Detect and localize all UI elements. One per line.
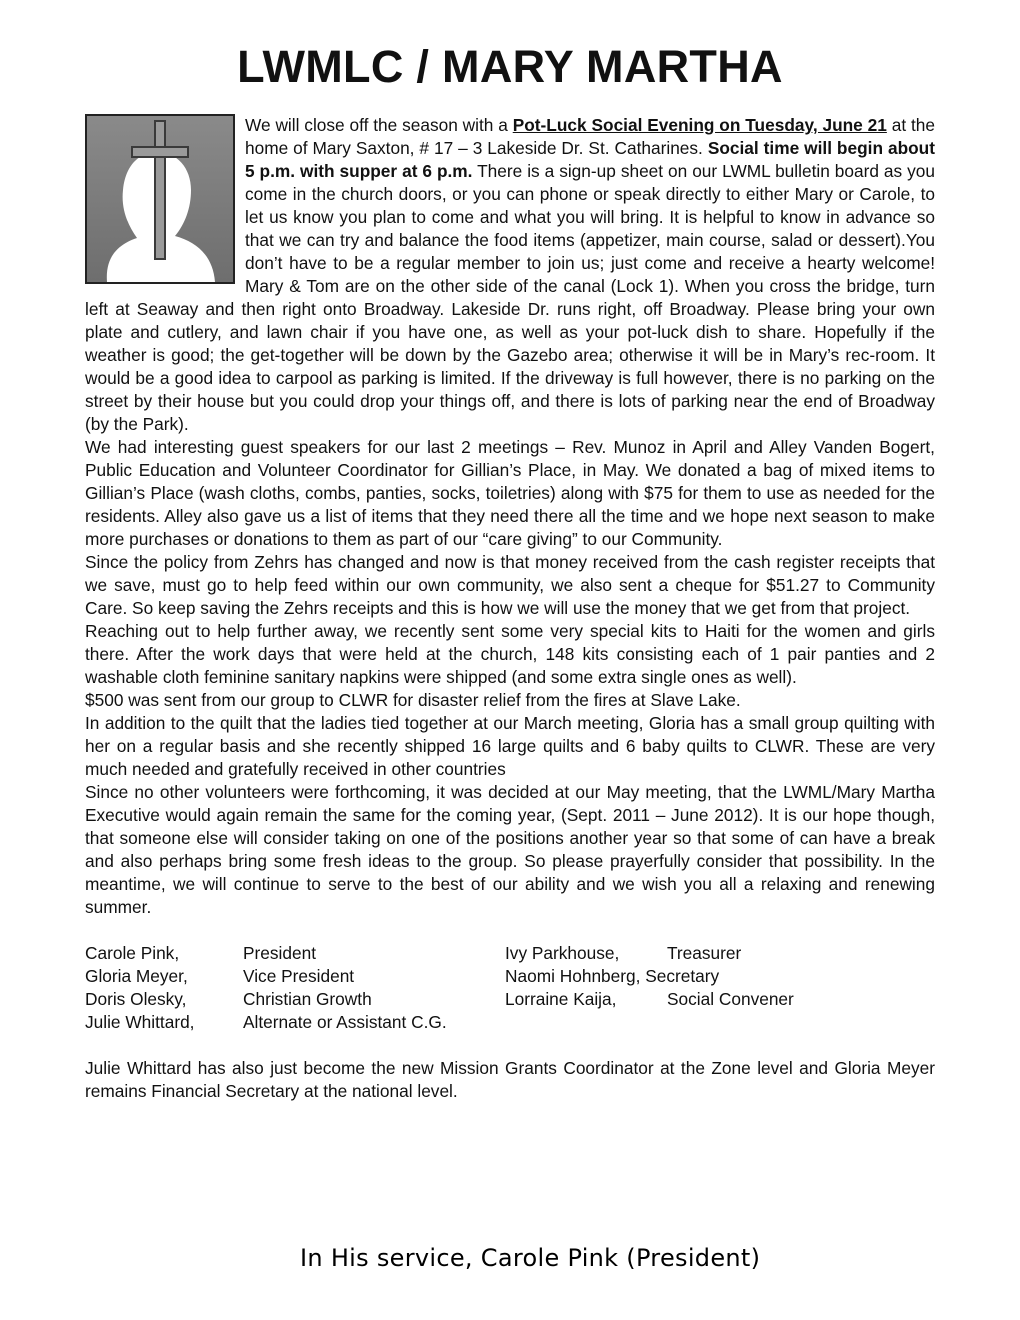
officer-row (85, 965, 935, 988)
intro-text-3: at the home of Mary Saxton, # 17 – 3 Lakeside Dr. St. Catharines. (245, 115, 936, 158)
officer-row (85, 942, 935, 965)
closing-paragraph: Julie Whittard has also just become the new Mission Grants Coordinator at the Zone level and Gloria Meyer remains Financial Secretary at the national level. (85, 1058, 935, 1101)
paragraph: $500 was sent from our group to CLWR for disaster relief from the fires at Slave Lake. (85, 690, 741, 710)
cross-silhouette-icon (85, 114, 235, 284)
officer-name: Doris Olesky, (85, 989, 187, 1009)
paragraph: We had interesting guest speakers for our last 2 meetings – Rev. Munoz in April and Alley Vanden Bogert, Public Education and Volunteer Coordinator for Gillian’s Place, in May. We donated a bag of mixed items to Gillian’s Place (wash cloths, combs, panties, socks, toiletries) along with $75 for them to use as needed for the residents. Alley also gave us a list of items that they need there all the time and we hope next season to make more purchases or donations to them as part of our “care giving” to our Community. (85, 437, 935, 549)
officer-name: Lorraine Kaija, (505, 989, 617, 1009)
officer-name: Carole Pink, (85, 943, 180, 963)
officer-name: Naomi Hohnberg, Secretary (505, 966, 720, 986)
event-time: Social time will begin about 5 p.m. with supper at 6 p.m. (245, 138, 935, 181)
officer-role: Social Convener (667, 989, 794, 1009)
officer-name: Ivy Parkhouse, (505, 943, 620, 963)
officer-row (85, 1011, 935, 1034)
signature-line: In His service, Carole Pink (President) (300, 1244, 761, 1272)
officer-role: Christian Growth (243, 989, 372, 1009)
intro-text-5: There is a sign-up sheet on our LWML bulletin board as you come in the church doors, or you can phone or speak directly to either Mary or Carole, to let us know you plan to come and what you will bring. It is helpful to know in advance so that we can try and balance the food items (appetizer, main course, salad or dessert).You don’t have to be a regular member to join us; just come and receive a hearty welcome! Mary & Tom are on the other side of the canal (Lock 1). When you cross the bridge, turn left at Seaway and then right onto Broadway. Lakeside Dr. runs right, off Broadway. Please bring your own plate and cutlery, and lawn chair if you have one, as well as your pot-luck dish to share. Hopefully if the weather is good; the get-together will be down by the Gazebo area; otherwise it will be in Mary’s rec-room. It would be a good idea to carpool as parking is limited. If the driveway is full however, there is no parking on the street by their house but you could drop your things off, and there is lots of parking near the end of Broadway (by the Park). (85, 161, 935, 434)
event-date-link: Pot-Luck Social Evening on Tuesday, June 21 (512, 115, 887, 135)
paragraph: Since the policy from Zehrs has changed and now is that money received from the cash register receipts that we save, must go to help feed within our own community, we also sent a cheque for $51.27 to Community Care. So keep saving the Zehrs receipts and this is how we will use the money that we get from that project. (85, 552, 935, 618)
intro-paragraph (85, 114, 935, 919)
officer-role: Treasurer (667, 943, 742, 963)
document-page (85, 0, 935, 1103)
officer-name: Julie Whittard, (85, 1012, 195, 1032)
paragraph: Reaching out to help further away, we recently sent some very special kits to Haiti for the women and girls there. After the work days that were held at the church, 148 kits consisting each of 1 pair panties and 2 washable cloth feminine sanitary napkins were shipped (and some extra single ones as well). (85, 621, 935, 687)
intro-text-1: We will close off the season with a (245, 115, 513, 135)
paragraph: Since no other volunteers were forthcoming, it was decided at our May meeting, that the LWML/Mary Martha Executive would again remain the same for the coming year, (Sept. 2011 – June 2012). It is our hope though, that someone else will consider taking on one of the positions another year so that some of can have a break and also perhaps bring some fresh ideas to the group. So please prayerfully consider that possibility. In the meantime, we will continue to serve to the best of our ability and we wish you all a relaxing and renewing summer. (85, 782, 935, 917)
officer-role: Alternate or Assistant C.G. (243, 1012, 447, 1032)
officers-list (85, 942, 935, 1034)
officer-role: President (243, 943, 317, 963)
page-title: LWMLC / MARY MARTHA (237, 41, 783, 92)
officer-name: Gloria Meyer, (85, 966, 188, 986)
officer-row (85, 988, 935, 1011)
paragraph: In addition to the quilt that the ladies tied together at our March meeting, Gloria has a small group quilting with her on a regular basis and she recently shipped 16 large quilts and 6 baby quilts to CLWR. These are very much needed and gratefully received in other countries (85, 713, 935, 779)
officer-role: Vice President (243, 966, 355, 986)
